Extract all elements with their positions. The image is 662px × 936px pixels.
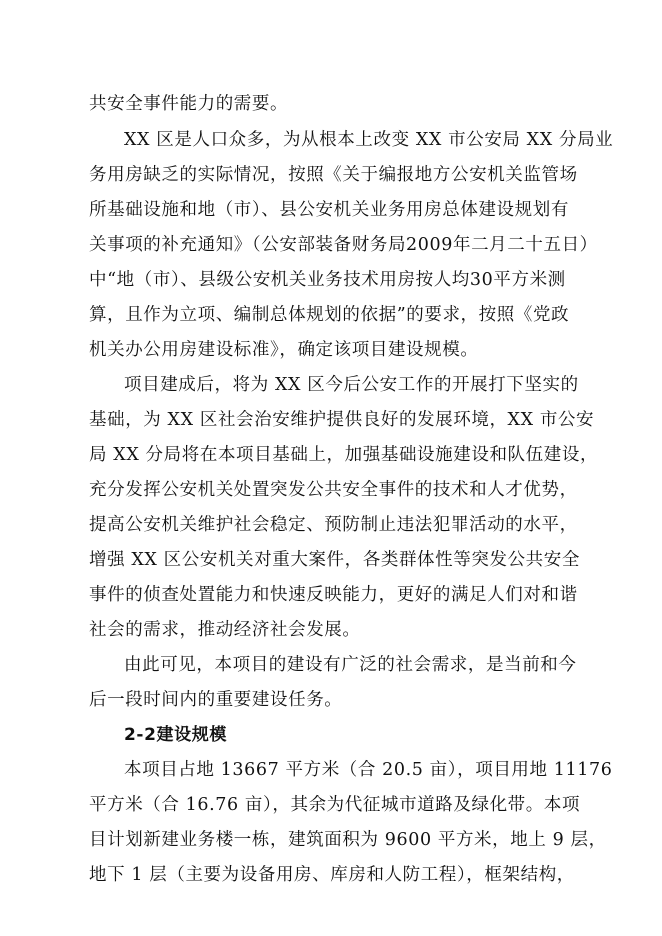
text-line: 基础，为 XX 区社会治安维护提供良好的发展环境，XX 市公安 — [89, 410, 595, 430]
text-line: 社会的需求，推动经济社会发展。 — [89, 620, 361, 640]
section-heading: 2-2建设规模 — [124, 725, 227, 745]
text-line: 由此可见，本项目的建设有广泛的社会需求，是当前和今 — [124, 655, 577, 675]
text-line: 务用房缺乏的实际情况，按照《关于编报地方公安机关监管场 — [89, 165, 578, 185]
text-line: 项目建成后，将为 XX 区今后公安工作的开展打下坚实的 — [124, 375, 579, 395]
text-line: 增强 XX 区公安机关对重大案件，各类群体性等突发公共安全 — [89, 550, 580, 570]
text-line: 后一段时间内的重要建设任务。 — [89, 690, 343, 710]
text-line: 局 XX 分局将在本项目基础上，加强基础设施建设和队伍建设， — [89, 445, 599, 465]
text-line: 目计划新建业务楼一栋，建筑面积为 9600 平方米，地上 9 层， — [89, 830, 607, 850]
text-line: 地下 1 层（主要为设备用房、库房和人防工程），框架结构， — [89, 865, 575, 885]
text-line: 提高公安机关维护社会稳定、预防制止违法犯罪活动的水平， — [89, 515, 578, 535]
text-line: 中“地（市）、县级公安机关业务技术用房按人均30平方米测 — [89, 270, 566, 290]
text-line: 机关办公用房建设标准》，确定该项目建设规模。 — [89, 340, 479, 360]
text-line: 事件的侦查处置能力和快速反映能力，更好的满足人们对和谐 — [89, 585, 578, 605]
text-line: 共安全事件能力的需要。 — [89, 94, 289, 114]
text-line: 充分发挥公安机关处置突发公共安全事件的技术和人才优势， — [89, 480, 578, 500]
text-line: XX 区是人口众多，为从根本上改变 XX 市公安局 XX 分局业 — [124, 130, 614, 150]
text-line: 本项目占地 13667 平方米（合 20.5 亩），项目用地 11176 — [124, 760, 613, 780]
text-line: 所基础设施和地（市）、县公安机关业务用房总体建设规划有 — [89, 200, 569, 220]
text-line: 算，且作为立项、编制总体规划的依据”的要求，按照《党政 — [89, 305, 570, 325]
text-line: 平方米（合 16.76 亩），其余为代征城市道路及绿化带。本项 — [89, 795, 581, 815]
text-line: 关事项的补充通知》（公安部装备财务局2009年二月二十五日） — [89, 235, 598, 255]
